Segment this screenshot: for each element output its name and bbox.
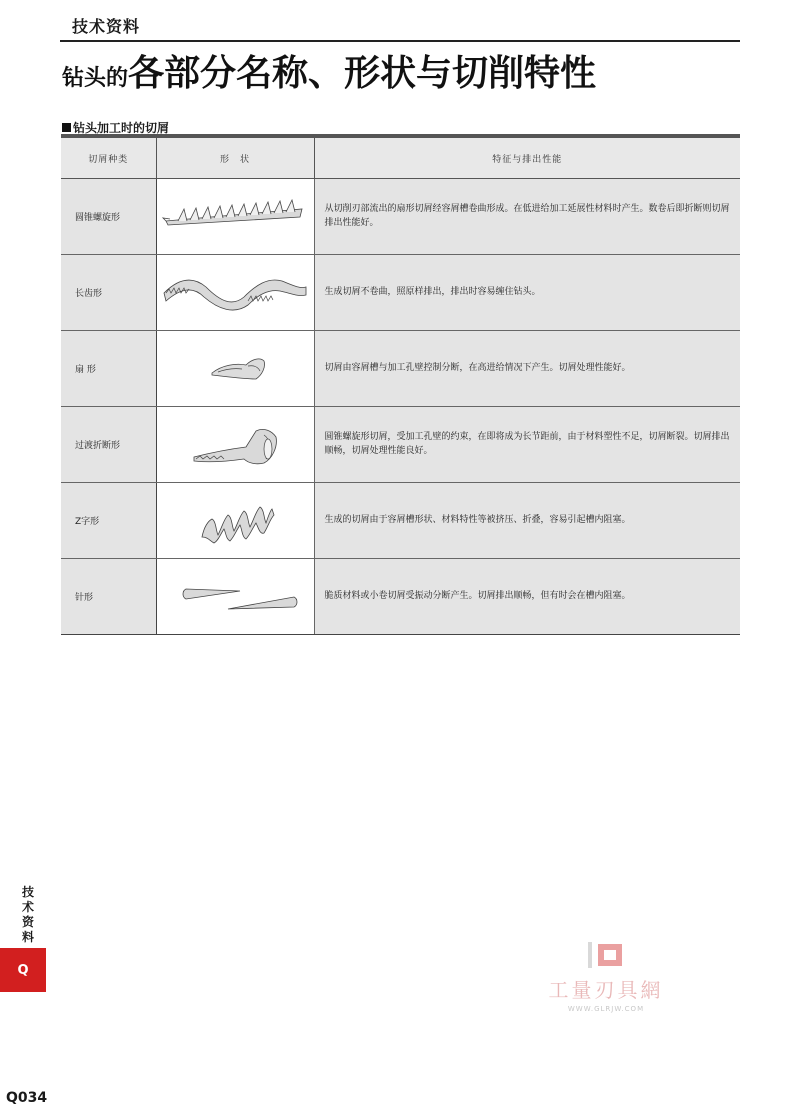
chip-type-cell: 过渡折断形 [61, 407, 156, 483]
chip-type-cell: 长齿形 [61, 255, 156, 331]
chip-description-cell: 生成的切屑由于容屑槽形状、材料特性等被挤压、折叠，容易引起槽内阻塞。 [314, 483, 740, 559]
subheading-text: 钻头加工时的切屑 [73, 121, 170, 135]
chip-description-cell: 切屑由容屑槽与加工孔壁控制分断，在高进给情况下产生。切屑处理性能好。 [314, 331, 740, 407]
long-ribbon-chip-icon [160, 271, 310, 315]
transition-chip-icon [160, 421, 310, 469]
chip-shape-cell [156, 255, 314, 331]
watermark [536, 940, 676, 1013]
watermark-logo-icon [582, 940, 630, 970]
fan-chip-icon [160, 349, 310, 389]
chip-shape-cell [156, 331, 314, 407]
chip-description-cell: 从切削刃部流出的扇形切屑经容屑槽卷曲形成。在低进给加工延展性材料时产生。数卷后即折断则切屑排出性能好。 [314, 179, 740, 255]
chip-shape-cell [156, 407, 314, 483]
table-header-row [61, 136, 740, 179]
chip-description-cell: 生成切屑不卷曲，照原样排出，排出时容易缠住钻头。 [314, 255, 740, 331]
chip-types-table [61, 134, 740, 635]
zigzag-chip-icon [160, 497, 310, 545]
needle-chip-icon [160, 577, 310, 617]
chip-shape-cell [156, 559, 314, 635]
table-row [61, 559, 740, 635]
chip-type-cell: Z字形 [61, 483, 156, 559]
column-header-features: 特征与排出性能 [314, 136, 740, 179]
table-row [61, 407, 740, 483]
chip-type-cell: 针形 [61, 559, 156, 635]
table-row [61, 331, 740, 407]
conical-spiral-chip-icon [160, 197, 310, 237]
table-row [61, 179, 740, 255]
table-row [61, 255, 740, 331]
column-header-shape: 形 状 [156, 136, 314, 179]
watermark-url: WWW.GLRJW.COM [567, 1005, 645, 1013]
top-rule [60, 40, 740, 42]
section-label: 技术资料 [72, 17, 141, 36]
page-number: Q034 [6, 1090, 48, 1106]
table-row [61, 483, 740, 559]
chip-type-cell: 扇 形 [61, 331, 156, 407]
chip-type-cell: 圆锥螺旋形 [61, 179, 156, 255]
chip-description-cell: 脆质材料或小卷切屑受振动分断产生。切屑排出顺畅，但有时会在槽内阻塞。 [314, 559, 740, 635]
page-title-prefix: 钻头的 [62, 66, 129, 91]
side-tab-label: 技术资料 [21, 885, 34, 944]
column-header-type: 切屑种类 [61, 136, 156, 179]
chip-description-cell: 圆锥螺旋形切屑，受加工孔壁的约束，在即将成为长节距前，由于材料塑性不足，切屑断裂。切屑排出顺畅，切屑处理性能良好。 [314, 407, 740, 483]
square-bullet-icon [62, 123, 71, 132]
side-tab-letter: Q [0, 948, 46, 992]
page-title [62, 53, 597, 94]
page-title-main: 各部分名称、形状与切削特性 [128, 53, 597, 94]
chip-shape-cell [156, 483, 314, 559]
chip-shape-cell [156, 179, 314, 255]
watermark-name: 工量刃具網 [548, 978, 664, 1002]
